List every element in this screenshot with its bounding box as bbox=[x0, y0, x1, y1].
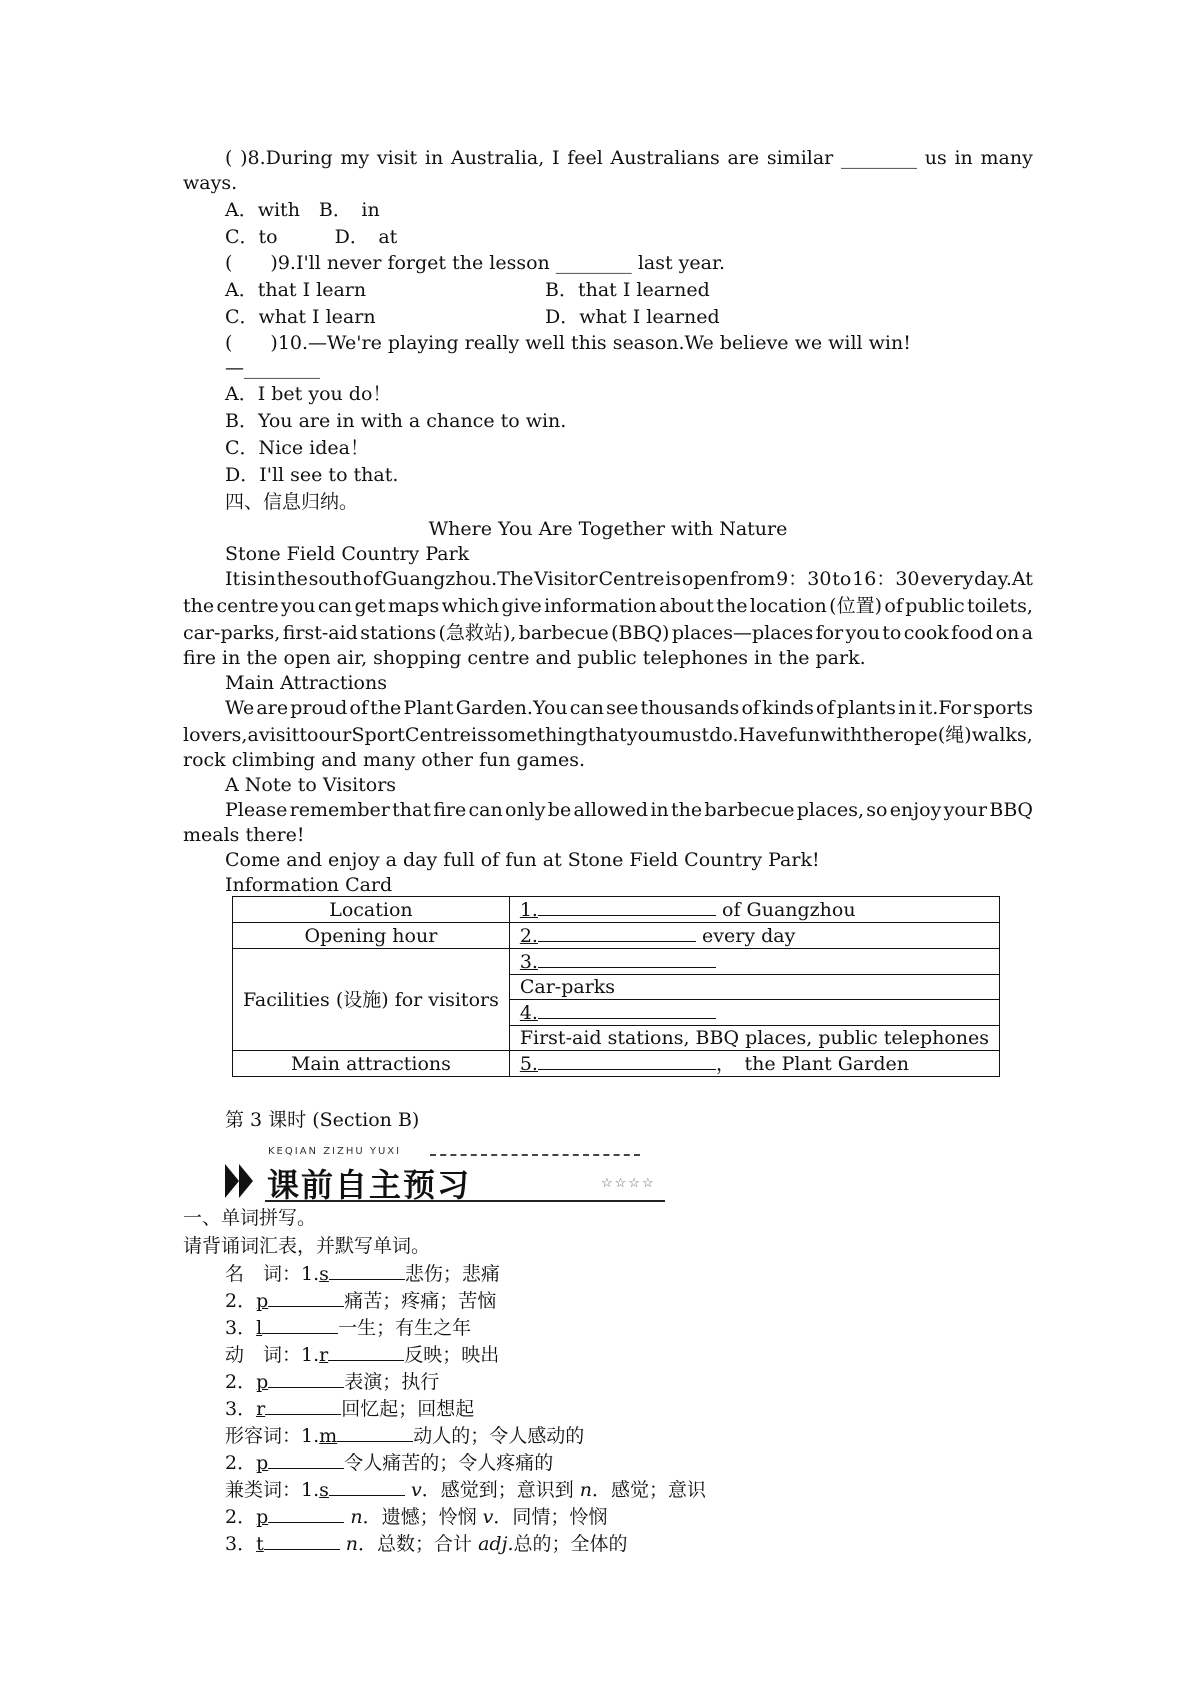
p2-line1 bbox=[225, 696, 1033, 720]
p2-line3: rock climbing and many other fun games. bbox=[183, 749, 586, 771]
blank-2[interactable] bbox=[538, 923, 696, 942]
word: We bbox=[225, 697, 255, 719]
word-blank[interactable] bbox=[328, 1342, 404, 1361]
word: the bbox=[862, 724, 894, 746]
q9-option-d: D．what I learned bbox=[545, 306, 720, 328]
note-heading: A Note to Visitors bbox=[225, 774, 397, 796]
word: I bbox=[551, 147, 560, 169]
word: Sport bbox=[351, 724, 405, 746]
word: so bbox=[866, 799, 888, 821]
word: plants bbox=[836, 697, 896, 719]
section-banner bbox=[225, 1146, 665, 1202]
facility-3-answer: 3. bbox=[509, 949, 999, 975]
word: stations bbox=[360, 622, 437, 644]
word: (绳) bbox=[937, 724, 972, 746]
p1-line3 bbox=[183, 621, 1033, 645]
word: a bbox=[247, 724, 259, 746]
word-blank[interactable] bbox=[329, 1477, 405, 1496]
word: us bbox=[924, 147, 947, 169]
word: is bbox=[471, 724, 487, 746]
chevron-icon bbox=[225, 1164, 239, 1198]
q9-options-ab bbox=[225, 278, 1075, 302]
q9-option-c: C．what I learn bbox=[225, 306, 376, 328]
word: (急救站), bbox=[438, 622, 517, 644]
word: centre bbox=[216, 595, 279, 617]
word: it.For bbox=[918, 697, 971, 719]
p3-line1 bbox=[225, 798, 1033, 822]
word: in bbox=[898, 697, 917, 719]
word: toilets, bbox=[967, 595, 1033, 617]
word: to bbox=[882, 622, 902, 644]
word: car-parks, bbox=[183, 622, 281, 644]
word: must bbox=[661, 724, 710, 746]
q9-options-cd bbox=[225, 305, 1075, 329]
q8-options-ab: A．with B． in bbox=[225, 199, 380, 221]
word: fire bbox=[433, 799, 467, 821]
word: Please bbox=[225, 799, 288, 821]
blank-5[interactable] bbox=[538, 1051, 716, 1070]
opening-hour-label: Opening hour bbox=[233, 923, 510, 949]
word: Visitor bbox=[534, 568, 598, 590]
word: Australia, bbox=[450, 147, 545, 169]
word: Garden.You bbox=[455, 697, 568, 719]
word: sports bbox=[973, 697, 1033, 719]
information-card-table bbox=[232, 896, 1000, 1077]
word: with bbox=[820, 724, 863, 746]
word: the bbox=[370, 697, 402, 719]
word: only bbox=[505, 799, 546, 821]
q9-option-b: B．that I learned bbox=[545, 279, 710, 301]
word: places—places bbox=[671, 622, 814, 644]
q10-stem: ( )10.—We're playing really well this season.We believe we will win! bbox=[225, 332, 911, 354]
word: the bbox=[716, 595, 748, 617]
word: the bbox=[670, 799, 703, 821]
main-attractions-answer: 5. ， the Plant Garden bbox=[509, 1051, 999, 1077]
word: open bbox=[681, 568, 729, 590]
p2-line2 bbox=[183, 723, 1033, 747]
word: you bbox=[281, 595, 316, 617]
word: to bbox=[832, 568, 852, 590]
word-blank[interactable] bbox=[264, 1531, 340, 1550]
q9-stem: ( )9.I'll never forget the lesson ________ last year. bbox=[225, 252, 725, 274]
word: ________ bbox=[841, 147, 917, 169]
word: similar bbox=[766, 147, 834, 169]
word: of bbox=[884, 595, 903, 617]
word: that bbox=[392, 799, 431, 821]
chevron-icon bbox=[239, 1164, 253, 1198]
q10-option-a: A．I bet you do！ bbox=[225, 383, 392, 405]
word: food bbox=[951, 622, 994, 644]
word: in bbox=[424, 147, 444, 169]
q10-option-b: B．You are in with a chance to win. bbox=[225, 410, 567, 432]
q10-reply: —________ bbox=[225, 357, 320, 379]
word: which bbox=[441, 595, 500, 617]
card-heading: Information Card bbox=[225, 874, 393, 896]
word: 16：30 bbox=[852, 568, 920, 590]
word: It bbox=[225, 568, 241, 590]
difficulty-stars-icon: ☆☆☆☆ bbox=[601, 1176, 656, 1191]
word-blank[interactable] bbox=[268, 1288, 344, 1307]
word: is bbox=[240, 568, 257, 590]
word: Plant bbox=[403, 697, 454, 719]
word: thousands bbox=[640, 697, 740, 719]
section1-heading: 一、单词拼写。 bbox=[183, 1207, 317, 1229]
noun-1: 名 词：1.s 悲伤；悲痛 bbox=[225, 1263, 500, 1285]
word: of bbox=[349, 697, 368, 719]
opening-hour-answer: 2. every day bbox=[509, 923, 999, 949]
word: lovers, bbox=[183, 724, 248, 746]
word: Centre bbox=[598, 568, 665, 590]
word: Centre bbox=[404, 724, 471, 746]
word: cook bbox=[903, 622, 949, 644]
word: are bbox=[727, 147, 760, 169]
attractions-heading: Main Attractions bbox=[225, 672, 387, 694]
word: first-aid bbox=[282, 622, 358, 644]
verb-3: 3．r 回忆起；回想起 bbox=[225, 1398, 475, 1420]
word: of bbox=[816, 697, 835, 719]
word: can bbox=[317, 595, 353, 617]
verb-1: 动 词：1.r 反映；映出 bbox=[225, 1344, 500, 1366]
word: in bbox=[257, 568, 276, 590]
word: 9：30 bbox=[776, 568, 832, 590]
facility-other: First-aid stations, BBQ places, public telephones bbox=[509, 1026, 999, 1051]
table-row bbox=[233, 1051, 1000, 1077]
word: of bbox=[362, 568, 382, 590]
word: in bbox=[650, 799, 669, 821]
multi-3: 3．t n．总数；合计 adj.总的；全体的 bbox=[225, 1533, 628, 1555]
word: in bbox=[954, 147, 973, 169]
word: the bbox=[276, 568, 308, 590]
word: visit bbox=[376, 147, 418, 169]
word: south bbox=[308, 568, 362, 590]
word: you bbox=[845, 622, 880, 644]
adj-2: 2．p 令人痛苦的；令人疼痛的 bbox=[225, 1452, 554, 1474]
word: remember bbox=[289, 799, 390, 821]
facilities-label: Facilities (设施) for visitors bbox=[233, 949, 510, 1051]
word: to bbox=[299, 724, 319, 746]
banner-title: 课前自主预习 bbox=[267, 1166, 472, 1204]
word: visit bbox=[258, 724, 300, 746]
passage-title: Where You Are Together with Nature bbox=[428, 518, 788, 540]
word: on bbox=[995, 622, 1020, 644]
word: you bbox=[626, 724, 662, 746]
section1-instruction: 请背诵词汇表，并默写单词。 bbox=[183, 1235, 431, 1257]
word: our bbox=[318, 724, 352, 746]
word: do.Have bbox=[709, 724, 789, 746]
word: of bbox=[741, 697, 760, 719]
word-blank[interactable] bbox=[337, 1423, 413, 1442]
p1-line1 bbox=[225, 567, 1033, 591]
blank-3[interactable] bbox=[538, 949, 716, 968]
main-attractions-label: Main attractions bbox=[233, 1051, 510, 1077]
word: barbecue bbox=[518, 622, 609, 644]
lesson-title: 第 3 课时 (Section B) bbox=[225, 1109, 420, 1131]
word: (BBQ) bbox=[611, 622, 670, 644]
p4: Come and enjoy a day full of fun at Stone Field Country Park! bbox=[225, 849, 820, 871]
word: my bbox=[340, 147, 370, 169]
word: that bbox=[587, 724, 627, 746]
word: )8.During bbox=[240, 147, 333, 169]
word-blank[interactable] bbox=[268, 1450, 344, 1469]
word: Guangzhou.The bbox=[382, 568, 534, 590]
word: Australians bbox=[610, 147, 720, 169]
blank-4[interactable] bbox=[538, 1000, 716, 1019]
word: barbecue bbox=[704, 799, 795, 821]
word-blank[interactable] bbox=[265, 1396, 341, 1415]
p1-line4: fire in the open air, shopping centre and public telephones in the park. bbox=[183, 647, 866, 669]
word: for bbox=[815, 622, 844, 644]
q8-options-cd: C．to D． at bbox=[225, 226, 398, 248]
word: ( bbox=[225, 147, 233, 169]
noun-2: 2．p 痛苦；疼痛；苦恼 bbox=[225, 1290, 497, 1312]
word-blank[interactable] bbox=[329, 1261, 405, 1280]
banner-underline bbox=[265, 1200, 665, 1202]
word: every bbox=[920, 568, 974, 590]
q10-option-c: C．Nice idea！ bbox=[225, 437, 369, 459]
banner-pinyin: KEQIAN ZIZHU YUXI bbox=[268, 1146, 402, 1157]
word: is bbox=[665, 568, 682, 590]
word: BBQ bbox=[989, 799, 1033, 821]
word: allowed bbox=[573, 799, 649, 821]
word: location bbox=[749, 595, 827, 617]
p3-line2: meals there! bbox=[183, 824, 305, 846]
word: places, bbox=[796, 799, 865, 821]
q8-stem-line1 bbox=[225, 146, 1033, 170]
word: the bbox=[183, 595, 215, 617]
word: get bbox=[354, 595, 386, 617]
word: maps bbox=[387, 595, 440, 617]
word: rope bbox=[893, 724, 938, 746]
verb-2: 2．p 表演；执行 bbox=[225, 1371, 440, 1393]
word: feel bbox=[567, 147, 603, 169]
word: give bbox=[501, 595, 542, 617]
blank-1[interactable] bbox=[538, 897, 716, 916]
word: a bbox=[1021, 622, 1033, 644]
multi-1: 兼类词：1.s v．感觉到；意识到 n．感觉；意识 bbox=[225, 1479, 707, 1501]
word: many bbox=[980, 147, 1033, 169]
multi-2: 2．p n．遗憾；怜悯 v．同情；怜悯 bbox=[225, 1506, 608, 1528]
word: information bbox=[544, 595, 657, 617]
word: (位置) bbox=[829, 595, 882, 617]
word-blank[interactable] bbox=[262, 1315, 338, 1334]
word: can bbox=[569, 697, 604, 719]
word: proud bbox=[290, 697, 348, 719]
word-blank[interactable] bbox=[268, 1369, 344, 1388]
word: day.At bbox=[974, 568, 1033, 590]
q8-stem-line2: ways. bbox=[183, 172, 238, 194]
word: something bbox=[486, 724, 588, 746]
facility-4-answer: 4. bbox=[509, 1000, 999, 1026]
word: about bbox=[659, 595, 714, 617]
word: kinds bbox=[762, 697, 814, 719]
p1-line2 bbox=[183, 594, 1033, 618]
word: are bbox=[256, 697, 289, 719]
word: see bbox=[606, 697, 639, 719]
word: public bbox=[905, 595, 965, 617]
table-row bbox=[233, 949, 1000, 975]
word: be bbox=[547, 799, 572, 821]
location-answer: 1. of Guangzhou bbox=[509, 897, 999, 923]
word: fun bbox=[788, 724, 821, 746]
table-row bbox=[233, 923, 1000, 949]
word: from bbox=[729, 568, 776, 590]
facility-carparks: Car-parks bbox=[509, 975, 999, 1000]
banner-divider bbox=[430, 1154, 640, 1156]
word: your bbox=[943, 799, 988, 821]
location-label: Location bbox=[233, 897, 510, 923]
q10-option-d: D．I'll see to that. bbox=[225, 464, 399, 486]
section4-heading: 四、信息归纳。 bbox=[225, 491, 359, 513]
adj-1: 形容词：1.m 动人的；令人感动的 bbox=[225, 1425, 585, 1447]
word: enjoy bbox=[889, 799, 942, 821]
table-row bbox=[233, 897, 1000, 923]
q9-option-a: A．that I learn bbox=[225, 279, 367, 301]
park-name: Stone Field Country Park bbox=[225, 543, 470, 565]
word: can bbox=[468, 799, 503, 821]
word-blank[interactable] bbox=[268, 1504, 344, 1523]
word: walks, bbox=[971, 724, 1033, 746]
noun-3: 3．l 一生；有生之年 bbox=[225, 1317, 472, 1339]
